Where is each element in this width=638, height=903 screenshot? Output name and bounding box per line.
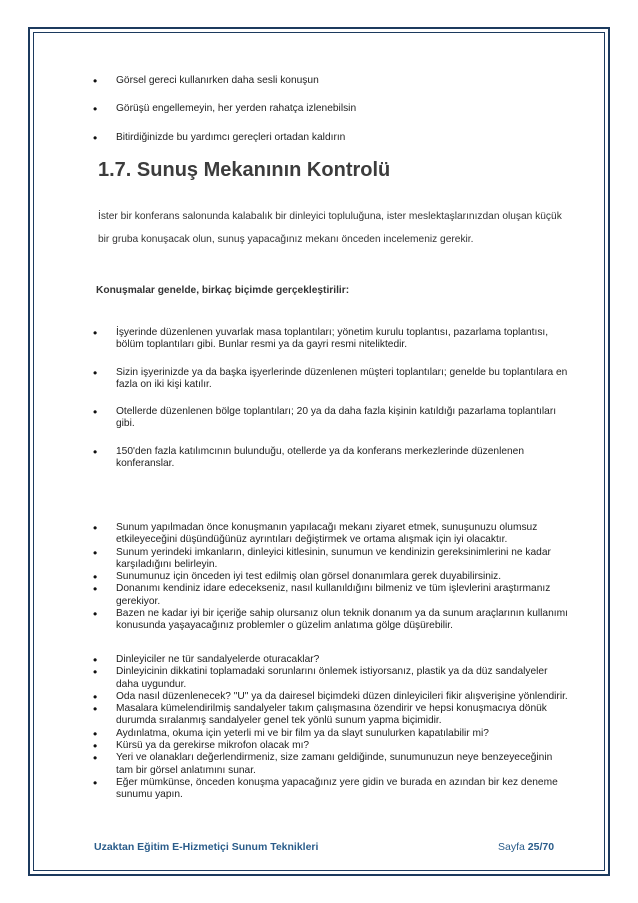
list-item: • Otellerde düzenlenen bölge toplantıları; 20 ya da daha fazla kişinin katıldığı pazarlama toplantıları gibi.: [0, 406, 638, 431]
page-label: Sayfa: [498, 841, 525, 853]
footer-title: Uzaktan Eğitim E-Hizmetiçi Sunum Teknikleri: [94, 841, 319, 853]
top-bullet-list: [0, 75, 638, 144]
list-item: • Aydınlatma, okuma için yeterli mi ve bir film ya da slayt sunulurken kapatılabilir mi?: [0, 728, 638, 740]
list-item: • Sunumunuz için önceden iyi test edilmiş olan görsel donanımlara gerek duyabilirsiniz.: [0, 571, 638, 583]
list-item: • Dinleyicinin dikkatini toplamadaki sorunlarını önlemek istiyorsanız, plastik ya da düz sandalyeler daha uygundur.: [0, 666, 638, 691]
section-subheading: Konuşmalar genelde, birkaç biçimde gerçekleştirilir:: [96, 285, 350, 296]
page-number: 25/70: [527, 841, 555, 853]
list-item: • Eğer mümkünse, önceden konuşma yapacağınız yere gidin ve burada en azından bir kez deneme sunumu yapın.: [0, 777, 638, 802]
list-item: • Dinleyiciler ne tür sandalyelerde oturacaklar?: [0, 654, 638, 666]
list-item: • İşyerinde düzenlenen yuvarlak masa toplantıları; yönetim kurulu toplantısı, pazarlama toplantısı, bölüm toplantıları gibi. Bunlar resmi ya da gayri resmi niteliktedir.: [0, 327, 638, 352]
list-item: • Yeri ve olanakları değerlendirmeniz, size zamanı geldiğinde, sunumunuzun neye benzeyeceğinin tam bir görsel anlatımını sunar.: [0, 752, 638, 777]
list-item: • Bitirdiğinizde bu yardımcı gereçleri ortadan kaldırın: [0, 132, 638, 144]
list-item: • Sunum yerindeki imkanların, dinleyici kitlesinin, sunumun ve kendinizin gereksinimlerini ne kadar karşıladığını belirleyin.: [0, 547, 638, 572]
list-item: • Sizin işyerinizde ya da başka işyerlerinde düzenlenen müşteri toplantıları; genelde bu toplantılara en fazla on iki kişi katılır.: [0, 367, 638, 392]
list-item: • Donanımı kendiniz idare edecekseniz, nasıl kullanıldığını bilmeniz ve tüm işlevlerini araştırmanız gerekiyor.: [0, 583, 638, 608]
list-item: • Oda nasıl düzenlenecek? "U" ya da dairesel biçimdeki düzen dinleyicileri fikir alışverişine yönlendirir.: [0, 691, 638, 703]
list-item: • Görsel gereci kullanırken daha sesli konuşun: [0, 75, 638, 87]
list-item: • Bazen ne kadar iyi bir içeriğe sahip olursanız olun teknik donanım ya da sunum araçlarının kullanımı konusunda yaşayacağınız problemler o güzelim anlatıma gölge düşürebilir.: [0, 608, 638, 633]
list-item: • Masalara kümelendirilmiş sandalyeler takım çalışmasına özendirir ve hepsi konuşmacıya dönük durumda sıralanmış sandalyeler genel tek yönlü sunum yapma biçimidir.: [0, 703, 638, 728]
footer-page: [498, 841, 554, 853]
meeting-types-list: [0, 327, 638, 470]
list-item: • Sunum yapılmadan önce konuşmanın yapılacağı mekanı ziyaret etmek, sunuşunuzu olumsuz etkileyeceğini düşündüğünüz ayrıntıları değiştirmek ve ortama alışmak için iyi olacaktır.: [0, 522, 638, 547]
preparation-tips-list: [0, 522, 638, 633]
list-item: • Kürsü ya da gerekirse mikrofon olacak mı?: [0, 740, 638, 752]
list-item: • 150'den fazla katılımcının bulunduğu, otellerde ya da konferans merkezlerinde düzenlenen konferanslar.: [0, 446, 638, 471]
checklist: [0, 654, 638, 802]
section-intro: İster bir konferans salonunda kalabalık bir dinleyici topluluğuna, ister meslektaşlarınızdan oluşan küçük bir gruba konuşacak olun, sunuş yapacağınız mekanı önceden incelemeniz gerekir.: [98, 211, 562, 245]
list-item: • Görüşü engellemeyin, her yerden rahatça izlenebilsin: [0, 103, 638, 115]
section-title: 1.7. Sunuş Mekanının Kontrolü: [98, 159, 391, 181]
